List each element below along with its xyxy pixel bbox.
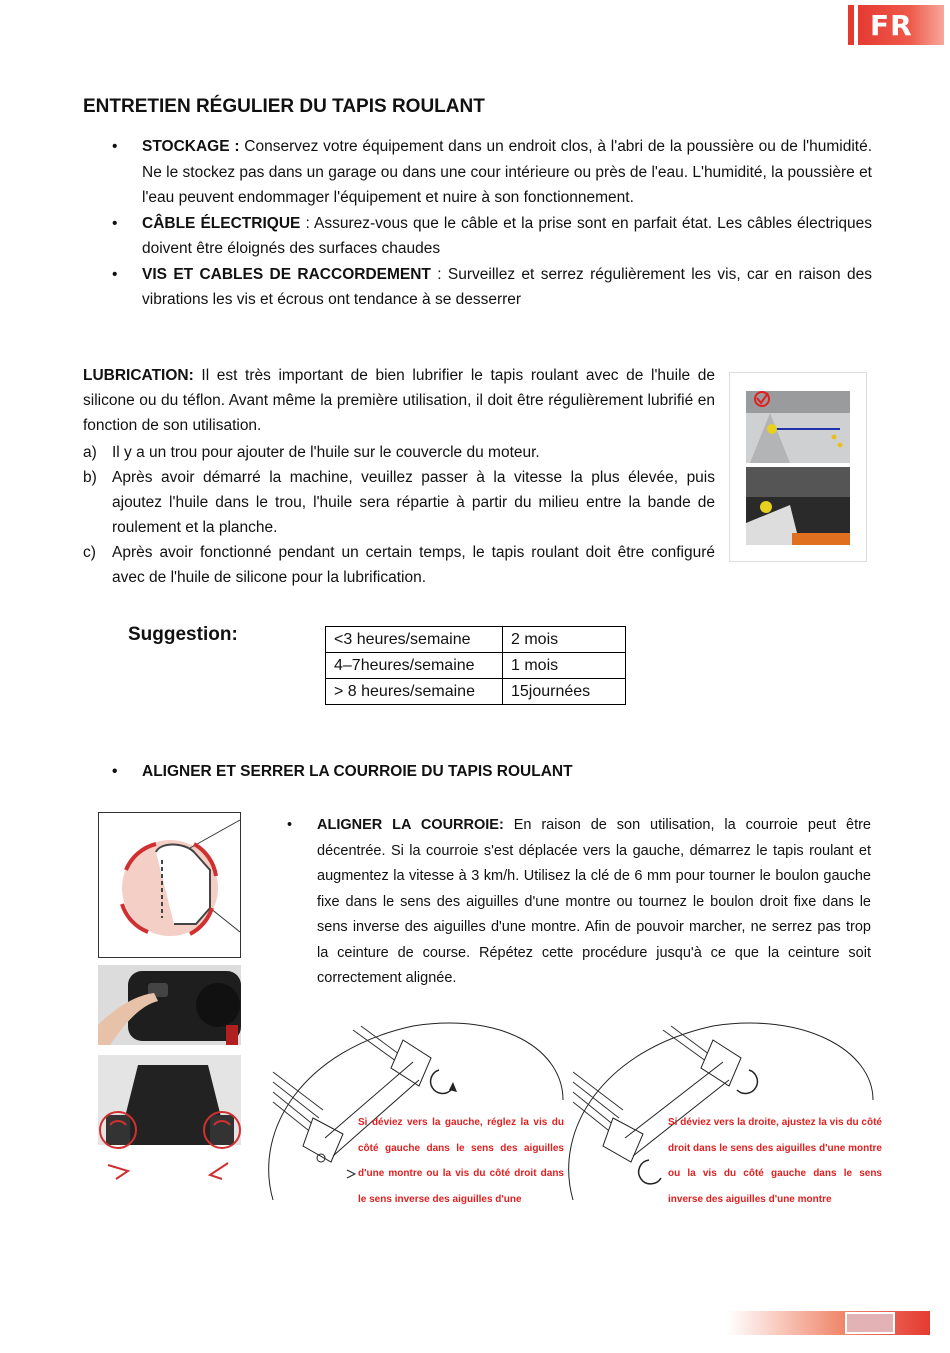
item-term: CÂBLE ÉLECTRIQUE [142,214,301,232]
item-text: Conservez votre équipement dans un endroit clos, à l'abri de la poussière ou de l'humidité. Ne le stockez pas dans un garage ou dans une cour intérieure ou près de l'eau. L'humidité, la poussière et l'eau peuvent endommager l'équipement et nuire à son fonctionnement. [142,138,872,206]
suggestion-table [325,626,626,705]
treadmill-rear-photo [98,1055,241,1185]
language-label: FR [870,9,913,42]
interval-cell: 2 mois [503,627,626,653]
align-term: ALIGNER LA COURROIE: [317,817,504,833]
usage-cell: 4–7heures/semaine [326,653,503,679]
belt-adjust-diagram [98,812,241,958]
align-text: En raison de son utilisation, la courroie peut être décentrée. Si la courroie s'est déplacée vers la gauche, démarrez le tapis roulant et augmentez la vitesse à 3 km/h. Utilisez la clé de 6 mm pour tourner le boulon gauche fixe dans le sens des aiguilles d'une montre ou tournez le boulon droit fixe dans le sens inverse des aiguilles d'une montre. Afin de pouvoir marcher, ne serrez pas trop la ceinture de course. Répétez cette procédure jusqu'à ce que la ceinture soit correctement alignée. [317,817,871,986]
lubrication-term: LUBRICATION: [83,367,194,384]
left-adjust-note: Si déviez vers la gauche, réglez la vis du côté gauche dans le sens des aiguilles d'une montre ou la vis du côté droit dans le sens inverse des aiguilles d'une [358,1117,564,1205]
item-term: STOCKAGE : [142,138,240,155]
maintenance-list [112,134,872,313]
list-item [83,540,715,590]
lubrication-illustration [730,373,866,561]
item-text: : Surveillez et serrez régulièrement les vis, car en raison des vibrations les vis et écrous ont tendance à se desserrer [142,265,872,308]
language-badge [848,5,944,45]
bullet-icon: • [112,763,118,780]
table-row [326,653,626,679]
page-title: ENTRETIEN RÉGULIER DU TAPIS ROULANT [83,96,485,117]
lubrication-photo [729,372,867,562]
table-row [326,679,626,705]
step-marker: c) [83,544,96,561]
list-item [112,134,872,211]
suggestion-label: Suggestion: [128,624,238,645]
step-text: Après avoir démarré la machine, veuillez passer à la vitesse la plus élevée, puis ajoutez l'huile dans le trou, l'huile sera répartie à partir du milieu entre la bande de roulement et la planche. [112,469,715,536]
bullet-icon: • [112,138,118,155]
usage-cell: <3 heures/semaine [326,627,503,653]
list-item [83,465,715,540]
bullet-icon: • [112,265,118,283]
step-text: Après avoir fonctionné pendant un certain temps, le tapis roulant doit être configuré avec de l'huile de silicone pour la lubrification. [112,544,715,586]
lubrication-paragraph [83,363,715,438]
align-heading-text: ALIGNER ET SERRER LA COURROIE DU TAPIS ROULANT [142,763,573,780]
align-heading [112,763,573,781]
interval-cell: 1 mois [503,653,626,679]
adjust-bolt-photo [98,965,241,1045]
table-row [326,627,626,653]
item-term: VIS ET CABLES DE RACCORDEMENT [142,265,431,283]
step-marker: a) [83,444,97,461]
align-paragraph [287,813,871,992]
interval-cell: 15journées [503,679,626,705]
list-item [83,440,715,465]
usage-cell: > 8 heures/semaine [326,679,503,705]
lubrication-text: Il est très important de bien lubrifier le tapis roulant avec de l'huile de silicone ou du téflon. Avant même la première utilisation, il doit être régulièrement lubrifié en fonction de son utilisation. [83,367,715,434]
badge-bar [848,5,854,45]
list-item [112,262,872,313]
step-marker: b) [83,469,97,486]
step-text: Il y a un trou pour ajouter de l'huile sur le couvercle du moteur. [112,444,540,461]
lubrication-steps [83,440,715,590]
bullet-icon: • [112,214,118,232]
page-footer-bar [728,1311,930,1335]
item-text: : Assurez-vous que le câble et la prise sont en parfait état. Les câbles électriques doivent être éloignés des surfaces chaudes [142,214,872,257]
list-item [112,211,872,262]
bullet-icon: • [287,817,293,833]
right-adjust-note: Si déviez vers la droite, ajustez la vis du côté droit dans le sens des aiguilles d'une montre ou la vis du côté gauche dans le sens inverse des aiguilles d'une montre [668,1117,882,1205]
